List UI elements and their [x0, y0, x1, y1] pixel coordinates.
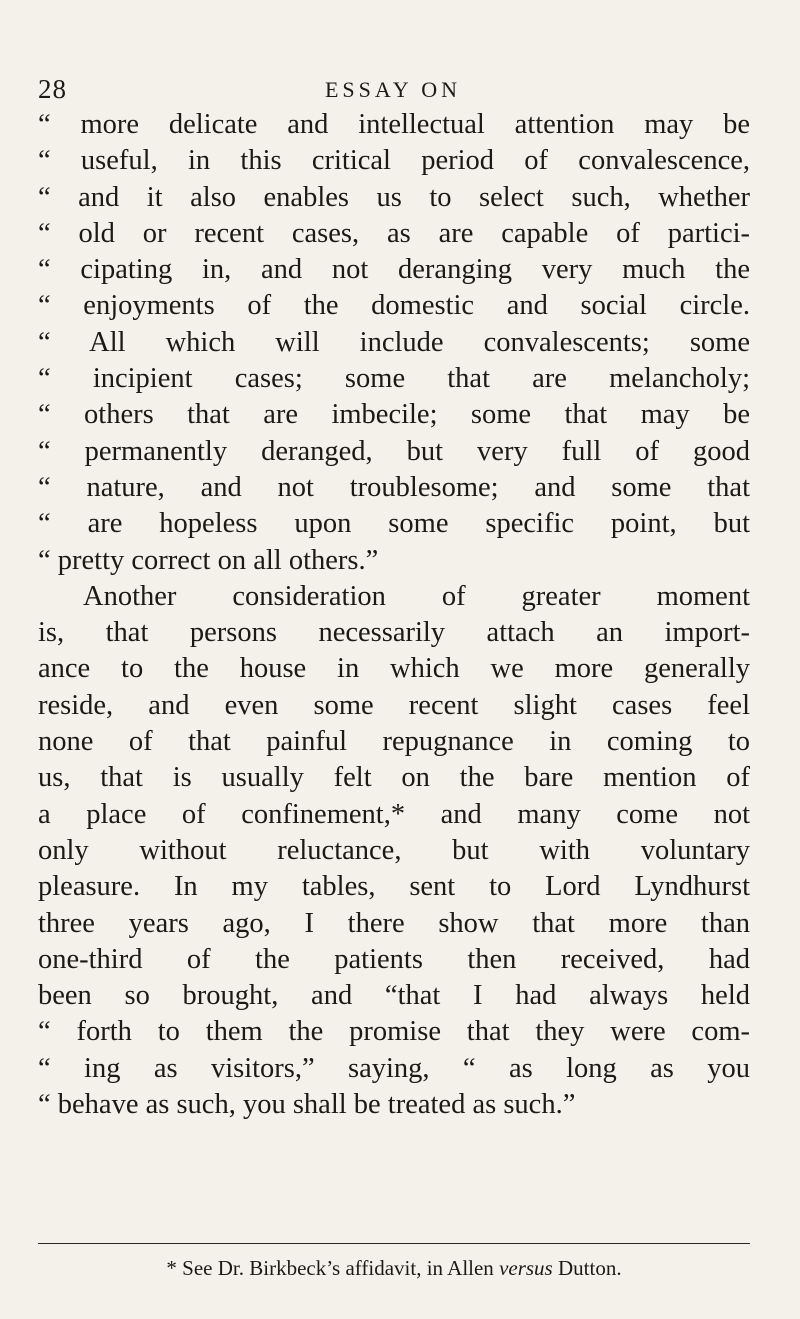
text-line: reside, and even some recent slight cases feel	[38, 689, 750, 721]
text-line: “ incipient cases; some that are melancholy;	[38, 363, 750, 395]
text-line: “ cipating in, and not deranging very much the	[38, 254, 750, 286]
text-line: “ All which will include convalescents; some	[38, 326, 750, 358]
footnote-text-end: Dutton.	[552, 1256, 622, 1280]
text-line: only without reluctance, but with voluntary	[38, 834, 750, 866]
body-text	[38, 107, 750, 1123]
page-number: 28	[38, 74, 67, 104]
footnote-italic: versus	[499, 1256, 553, 1280]
text-line: is, that persons necessarily attach an import-	[38, 617, 750, 649]
footnote-text: * See Dr. Birkbeck’s affidavit, in Allen	[166, 1256, 500, 1280]
text-line: “ forth to them the promise that they were com-	[38, 1016, 750, 1048]
text-line: “ old or recent cases, as are capable of partici-	[38, 217, 750, 249]
text-line: “ enjoyments of the domestic and social circle.	[38, 290, 750, 322]
text-line: pleasure. In my tables, sent to Lord Lyndhurst	[38, 871, 750, 903]
footnote	[38, 1254, 750, 1282]
text-line: ance to the house in which we more generally	[38, 653, 750, 685]
text-line: a place of confinement,* and many come not	[38, 798, 750, 830]
text-line: “ permanently deranged, but very full of good	[38, 435, 750, 467]
running-title: ESSAY ON	[324, 77, 462, 102]
text-line: “ useful, in this critical period of convalescence,	[38, 145, 750, 177]
footnote-divider	[38, 1243, 750, 1244]
text-line: “ ing as visitors,” saying, “ as long as you	[38, 1052, 750, 1084]
paragraph-first-line: Another consideration of greater moment	[83, 580, 750, 612]
text-line: one-third of the patients then received, had	[38, 943, 750, 975]
text-line: “ behave as such, you shall be treated as such.”	[38, 1089, 576, 1121]
text-line: “ pretty correct on all others.”	[38, 544, 379, 576]
text-line: none of that painful repugnance in coming to	[38, 726, 750, 758]
text-line: three years ago, I there show that more than	[38, 907, 750, 939]
text-line: “ and it also enables us to select such, whether	[38, 181, 750, 213]
text-line: “ nature, and not troublesome; and some that	[38, 471, 750, 503]
text-line: us, that is usually felt on the bare mention of	[38, 762, 750, 794]
text-line: “ others that are imbecile; some that may be	[38, 399, 750, 431]
text-line: “ are hopeless upon some specific point, but	[38, 508, 750, 540]
text-line: “ more delicate and intellectual attention may be	[38, 109, 750, 140]
text-line: been so brought, and “that I had always held	[38, 980, 750, 1012]
